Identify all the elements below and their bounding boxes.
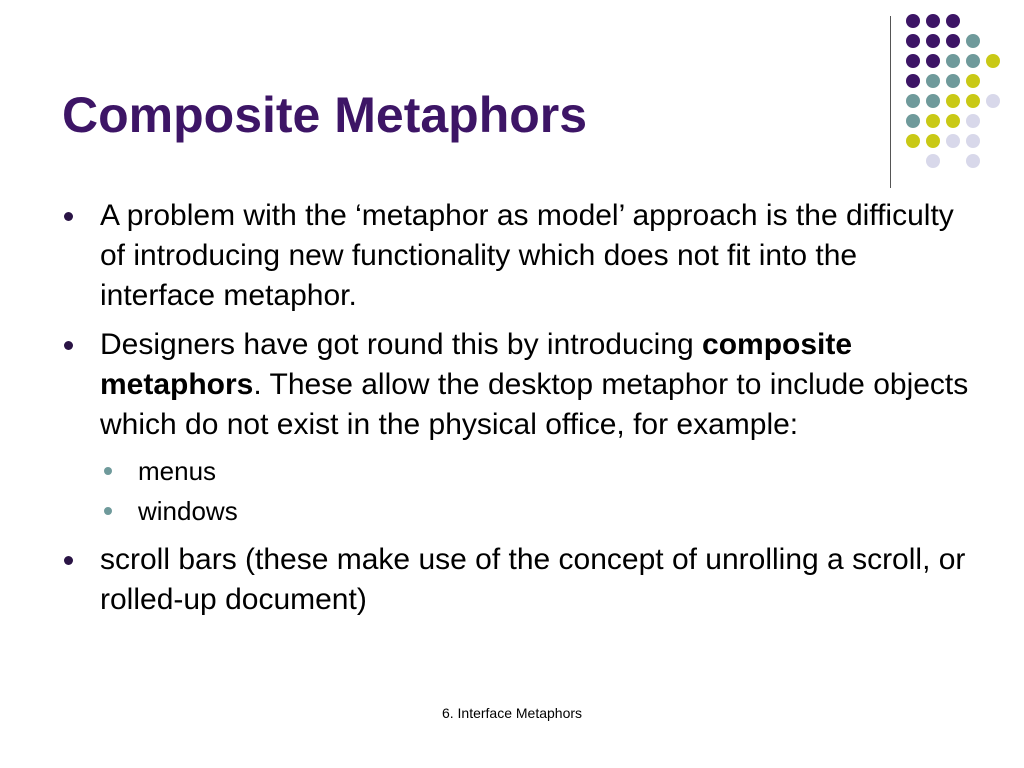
dot-r2c3 — [946, 34, 960, 48]
dot-r5c2 — [926, 94, 940, 108]
bullet-item — [62, 325, 972, 531]
decorative-dot-grid — [903, 11, 1003, 171]
dot-r5c1 — [906, 94, 920, 108]
dot-r4c3 — [946, 74, 960, 88]
dot-r3c3 — [946, 54, 960, 68]
bullet-bold-term: composite metaphors — [100, 328, 853, 401]
sub-bullet-item: windows — [100, 491, 972, 531]
dot-r2c1 — [906, 34, 920, 48]
dot-r4c1 — [906, 74, 920, 88]
dot-r4c4 — [966, 74, 980, 88]
dot-r7c3 — [946, 134, 960, 148]
dot-r6c2 — [926, 114, 940, 128]
bullet-text: scroll bars (these make use of the concept of unrolling a scroll, or rolled-up document) — [100, 543, 966, 616]
dot-r1c1 — [906, 14, 920, 28]
dot-r7c4 — [966, 134, 980, 148]
bullet-item — [62, 196, 972, 316]
dot-r3c1 — [906, 54, 920, 68]
dot-r6c1 — [906, 114, 920, 128]
sub-bullet-item: menus — [100, 451, 972, 491]
dot-r6c3 — [946, 114, 960, 128]
dot-r1c3 — [946, 14, 960, 28]
slide-title: Composite Metaphors — [62, 87, 588, 143]
dot-r8c2 — [926, 154, 940, 168]
dot-r8c4 — [966, 154, 980, 168]
dot-r5c5 — [986, 94, 1000, 108]
dot-r2c2 — [926, 34, 940, 48]
bullet-text: . These allow the desktop metaphor to include objects which do not exist in the physical office, for example: — [100, 368, 969, 441]
dot-r5c3 — [946, 94, 960, 108]
dot-r3c2 — [926, 54, 940, 68]
dot-r4c2 — [926, 74, 940, 88]
bullet-list — [62, 196, 972, 629]
dot-r2c4 — [966, 34, 980, 48]
title-divider-line — [890, 16, 891, 188]
dot-r5c4 — [966, 94, 980, 108]
dot-r7c1 — [906, 134, 920, 148]
slide-footer: 6. Interface Metaphors — [441, 705, 583, 721]
dot-r6c4 — [966, 114, 980, 128]
dot-r3c5 — [986, 54, 1000, 68]
dot-r1c2 — [926, 14, 940, 28]
bullet-text: Designers have got round this by introducing — [100, 328, 694, 361]
bullet-item — [62, 540, 972, 620]
sub-bullet-list — [100, 451, 972, 531]
dot-r7c2 — [926, 134, 940, 148]
bullet-text: A problem with the ‘metaphor as model’ approach is the difficulty of introducing new functionality which does not fit into the interface metaphor. — [100, 199, 954, 312]
dot-r3c4 — [966, 54, 980, 68]
